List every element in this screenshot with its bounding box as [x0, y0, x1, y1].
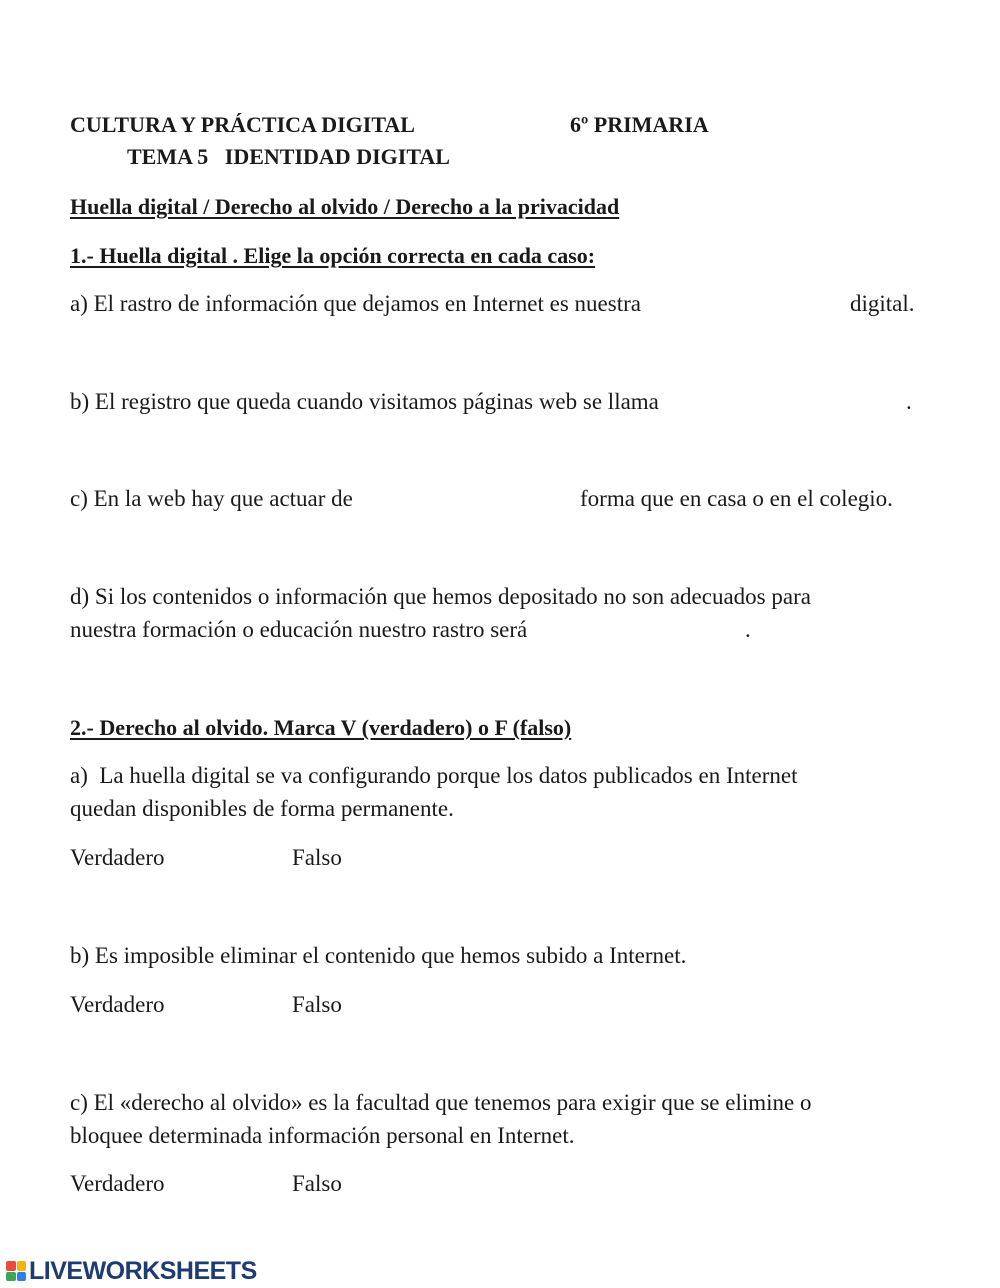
liveworksheets-logo-icon [6, 1261, 26, 1281]
q2b-text-line1: b) Es imposible eliminar el contenido que hemos subido a Internet. [70, 943, 687, 968]
q1d-answer-slot[interactable] [575, 614, 740, 644]
q1d-text-after: . [745, 617, 751, 642]
q1c-answer-slot[interactable] [385, 483, 575, 513]
section1-heading: 1.- Huella digital . Elige la opción correcta en cada caso: [70, 243, 596, 268]
q2a-false-option[interactable]: Falso [292, 845, 342, 870]
q2a-text-line2: quedan disponibles de forma permanente. [70, 796, 454, 821]
q1a-text-after: digital. [850, 291, 915, 316]
q1a-text-before: a) El rastro de información que dejamos en Internet es nuestra [70, 291, 641, 316]
q2b-false-option[interactable]: Falso [292, 992, 342, 1017]
q2c-text-line2: bloquee determinada información personal en Internet. [70, 1123, 575, 1148]
q1d-text-before: nuestra formación o educación nuestro rastro será [70, 617, 528, 642]
q2a-true-option[interactable]: Verdadero [70, 845, 165, 870]
q1a-answer-slot[interactable] [700, 288, 840, 318]
q1b-answer-slot[interactable] [720, 386, 900, 416]
topic-title: TEMA 5 IDENTIDAD DIGITAL [127, 144, 450, 169]
q2c-text-line1: c) El «derecho al olvido» es la facultad que tenemos para exigir que se elimine o [70, 1090, 812, 1115]
q1b-text-after: . [906, 389, 912, 414]
q2c-true-option[interactable]: Verdadero [70, 1171, 165, 1196]
liveworksheets-brand-text: LIVEWORKSHEETS [29, 1256, 257, 1285]
logo-square-yellow [17, 1261, 27, 1271]
grade-label: 6º PRIMARIA [570, 112, 709, 137]
q1b-text-before: b) El registro que queda cuando visitamos páginas web se llama [70, 389, 659, 414]
q1c-text-after: forma que en casa o en el colegio. [580, 486, 893, 511]
q2c-false-option[interactable]: Falso [292, 1171, 342, 1196]
section2-heading: 2.- Derecho al olvido. Marca V (verdadero) o F (falso) [70, 715, 572, 740]
course-title: CULTURA Y PRÁCTICA DIGITAL [70, 112, 415, 137]
logo-square-blue [17, 1272, 27, 1282]
q2b-true-option[interactable]: Verdadero [70, 992, 165, 1017]
liveworksheets-logo[interactable] [6, 1258, 257, 1284]
q2a-text-line1: a) La huella digital se va configurando porque los datos publicados en Internet [70, 763, 798, 788]
logo-square-green [6, 1272, 16, 1282]
page-subtitle: Huella digital / Derecho al olvido / Derecho a la privacidad [70, 194, 620, 219]
logo-square-red [6, 1261, 16, 1271]
q1d-text-line1: d) Si los contenidos o información que hemos depositado no son adecuados para [70, 584, 811, 609]
q1c-text-before: c) En la web hay que actuar de [70, 486, 353, 511]
